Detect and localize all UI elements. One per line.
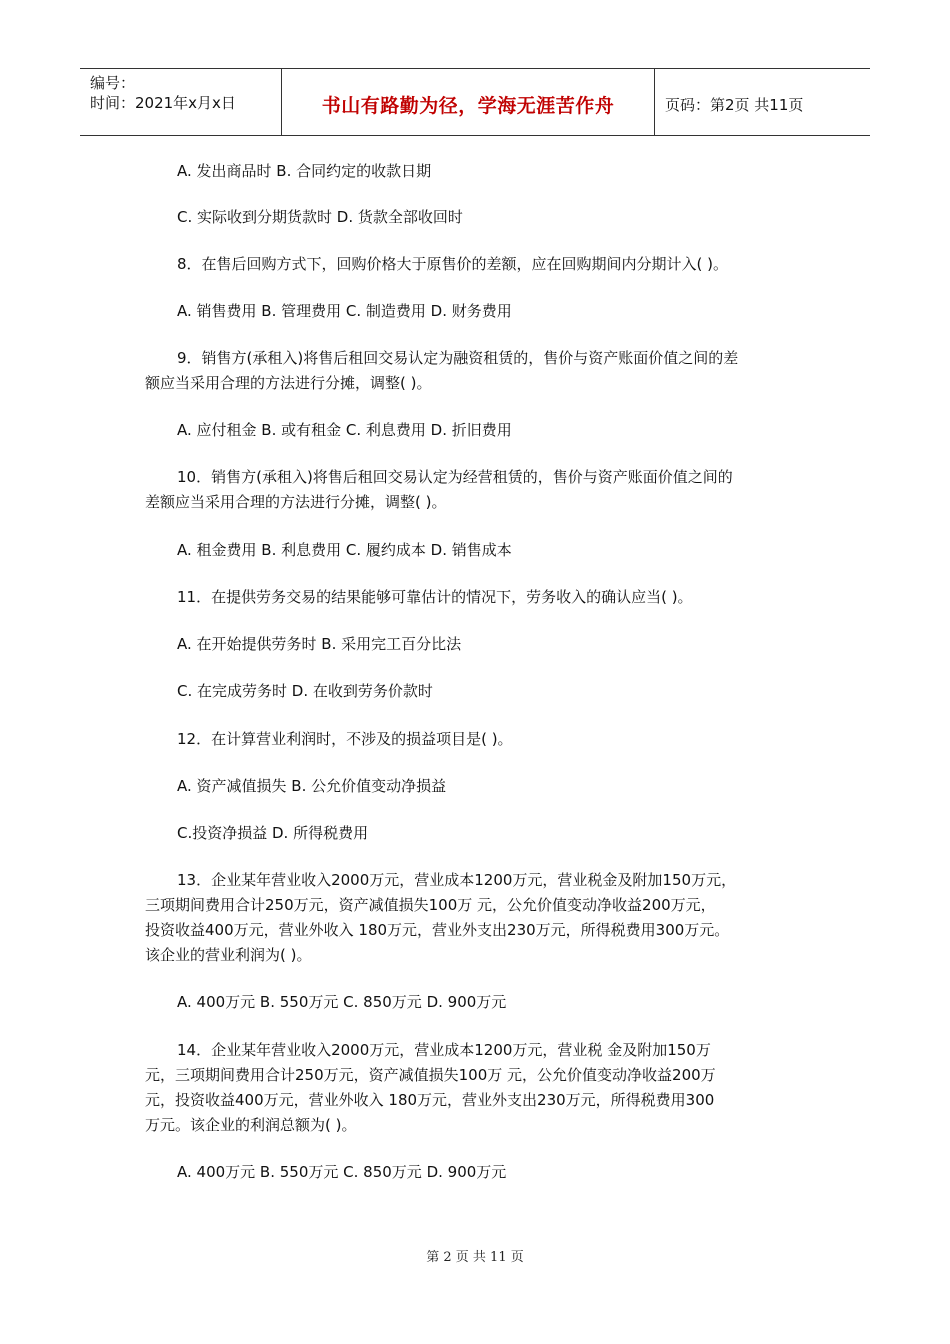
option-line: A. 资产减值损失 B. 公允价值变动净损益 (177, 777, 447, 795)
option-line: A. 在开始提供劳务时 B. 采用完工百分比法 (177, 635, 462, 653)
question-9: 9．销售方(承租入)将售后租回交易认定为融资租赁的，售价与资产账面价值之间的差 (177, 349, 739, 367)
page-info: 页码：第2页 共11页 (665, 96, 804, 114)
question-11: 11．在提供劳务交易的结果能够可靠估计的情况下，劳务收入的确认应当( )。 (177, 588, 693, 606)
option-line: A. 发出商品时 B. 合同约定的收款日期 (177, 162, 432, 180)
option-line: A. 应付租金 B. 或有租金 C. 利息费用 D. 折旧费用 (177, 421, 512, 439)
question-13-cont: 投资收益400万元，营业外收入 180万元，营业外支出230万元，所得税费用300万元。 (145, 921, 730, 939)
page-footer: 第 2 页 共 11 页 (426, 1250, 524, 1265)
option-line: A. 租金费用 B. 利息费用 C. 履约成本 D. 销售成本 (177, 541, 512, 559)
question-13-cont: 该企业的营业利润为( )。 (145, 946, 312, 964)
motto: 书山有路勤为径，学海无涯苦作舟 (321, 95, 615, 117)
number-label: 编号： (90, 74, 136, 92)
question-12: 12．在计算营业利润时，不涉及的损益项目是( )。 (177, 730, 513, 748)
time-label: 时间：2021年x月x日 (90, 94, 236, 112)
option-line: C.投资净损益 D. 所得税费用 (177, 824, 369, 842)
option-line: A. 400万元 B. 550万元 C. 850万元 D. 900万元 (177, 993, 507, 1011)
question-10: 10．销售方(承租入)将售后租回交易认定为经营租赁的，售价与资产账面价值之间的 (177, 468, 733, 486)
option-line: A. 400万元 B. 550万元 C. 850万元 D. 900万元 (177, 1163, 507, 1181)
option-line: C. 在完成劳务时 D. 在收到劳务价款时 (177, 682, 433, 700)
question-9-cont: 额应当采用合理的方法进行分摊，调整( )。 (145, 374, 432, 392)
header-meta (80, 69, 282, 135)
question-14-cont: 元，三项期间费用合计250万元，资产减值损失100万 元，公允价值变动净收益200万 (145, 1066, 716, 1084)
question-14: 14．企业某年营业收入2000万元，营业成本1200万元，营业税 金及附加150万 (177, 1041, 711, 1059)
option-line: A. 销售费用 B. 管理费用 C. 制造费用 D. 财务费用 (177, 302, 512, 320)
header-page-cell (655, 69, 870, 135)
question-13-cont: 三项期间费用合计250万元，资产减值损失100万 元，公允价值变动净收益200万元， (145, 896, 716, 914)
option-line: C. 实际收到分期货款时 D. 货款全部收回时 (177, 208, 463, 226)
document-header (80, 68, 870, 136)
header-motto-cell (282, 69, 655, 135)
question-14-cont: 元，投资收益400万元，营业外收入 180万元，营业外支出230万元，所得税费用300 (145, 1091, 715, 1109)
question-8: 8．在售后回购方式下，回购价格大于原售价的差额，应在回购期间内分期计入( )。 (177, 255, 729, 273)
question-10-cont: 差额应当采用合理的方法进行分摊，调整( )。 (145, 493, 447, 511)
question-14-cont: 万元。该企业的利润总额为( )。 (145, 1116, 357, 1134)
question-13: 13．企业某年营业收入2000万元，营业成本1200万元，营业税金及附加150万元， (177, 871, 737, 889)
